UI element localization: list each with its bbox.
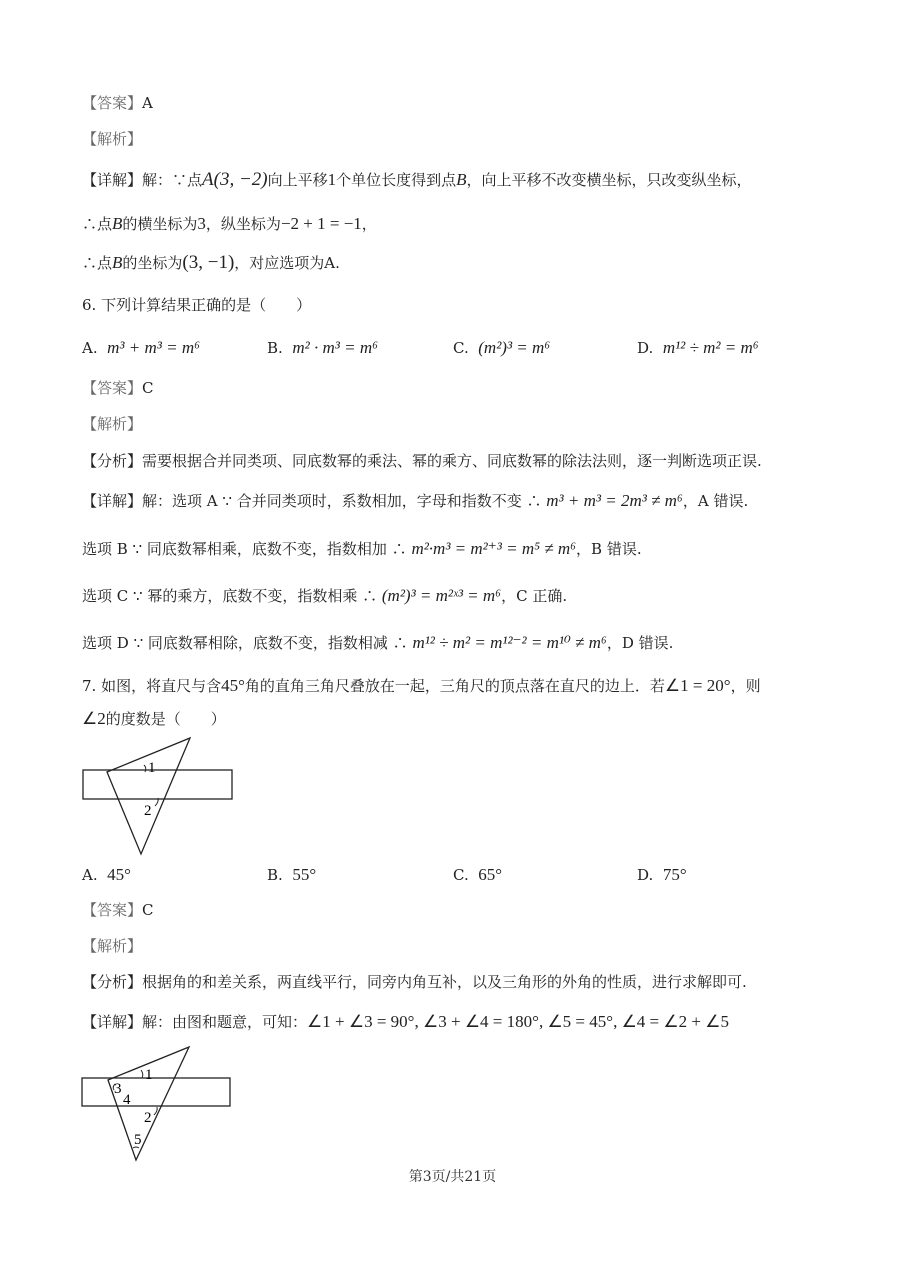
option-label: B. [267, 339, 283, 357]
number: 3 [197, 214, 206, 233]
analysis-text: 需要根据合并同类项、同底数幂的乘法、幂的乘方、同底数幂的除法法则，逐一判断选项正误. [142, 452, 762, 470]
q5-answer-line [82, 92, 153, 114]
analysis-tag: 【分析】 [82, 973, 143, 991]
text: 解：由图和题意，可知： [142, 1013, 308, 1031]
q6-detail-d [82, 632, 673, 654]
text: 角的直角三角尺叠放在一起，三角尺的顶点落在直尺的边上．若 [244, 677, 665, 695]
text: ，B 错误. [576, 540, 642, 558]
option-expression: m² · m³ = m⁶ [292, 338, 378, 357]
detail-tag: 【详解】 [82, 492, 143, 510]
angle-label-2: 2 [144, 803, 152, 819]
q7-option-c [453, 864, 502, 886]
angle-arc [144, 765, 146, 772]
angle-arc [154, 1107, 157, 1115]
q7-analysis-tag: 【解析】 [82, 937, 143, 955]
option-label: D. [637, 339, 654, 357]
option-expression: (m²)³ = m⁶ [478, 338, 551, 357]
q6-option-b [267, 337, 378, 359]
q6-detail-b [82, 538, 642, 560]
text: 选项 D ∵ 同底数幂相除，底数不变，指数相减 ∴ [82, 634, 408, 652]
point-label: B [112, 253, 123, 272]
option-label: C. [453, 866, 469, 884]
option-expression: m³ + m³ = m⁶ [107, 338, 201, 357]
detail-tag: 【详解】 [82, 171, 143, 189]
q5-detail-line-1 [82, 169, 752, 191]
q7-detail-line [82, 1011, 729, 1033]
text: 个单位长度得到点 [336, 171, 457, 189]
text: ， [361, 215, 377, 233]
option-label: A. [82, 339, 98, 357]
math-expression: m¹² ÷ m² = m¹²⁻² = m¹⁰ ≠ m⁶ [412, 633, 607, 652]
math-expression: A(3, −2) [202, 169, 268, 190]
ruler-triangle-figure-labeled [78, 1040, 238, 1165]
point-label: B [112, 214, 123, 233]
angle-value: 45° [221, 676, 245, 695]
q7-option-a [82, 864, 131, 886]
angle-label-1: 1 [145, 1067, 153, 1083]
math-expression: −2 + 1 = −1 [280, 214, 362, 233]
option-value: 75° [662, 865, 687, 884]
q7-option-b [267, 864, 316, 886]
point-label: B [456, 170, 467, 189]
analysis-tag: 【分析】 [82, 452, 143, 470]
q6-option-d [637, 337, 759, 359]
page-footer: 第3页/共21页 [408, 1169, 497, 1185]
text: 解：选项 A ∵ 合并同类项时，系数相加，字母和指数不变 ∴ [142, 492, 542, 510]
option-label: B. [267, 866, 283, 884]
answer-value: C [142, 901, 154, 919]
text: 7. 如图，将直尺与含 [82, 677, 222, 695]
text: 选项 C ∵ 幂的乘方，底数不变，指数相乘 ∴ [82, 587, 378, 605]
q6-analysis-line [82, 450, 762, 472]
q7-stem-line-1 [82, 675, 761, 697]
q6-analysis-tag: 【解析】 [82, 415, 143, 433]
answer-tag: 【答案】 [82, 901, 143, 919]
q7-stem-line-2 [82, 708, 226, 730]
text: ，向上平移不改变横坐标，只改变纵坐标， [466, 171, 752, 189]
math-expression: m³ + m³ = 2m³ ≠ m⁶ [546, 491, 683, 510]
q7-analysis-line [82, 971, 747, 993]
option-label: C. [453, 339, 469, 357]
ruler-triangle-figure [78, 730, 238, 860]
ruler-rect [83, 770, 232, 799]
text: ，则 [730, 677, 761, 695]
angle-arc [141, 1070, 143, 1078]
answer-value: A [142, 94, 153, 112]
text: ，D 错误. [606, 634, 674, 652]
answer-tag: 【答案】 [82, 379, 143, 397]
text: ，C 正确. [501, 587, 568, 605]
q6-detail-c [82, 585, 567, 607]
angle-label-3: 3 [114, 1081, 122, 1097]
q5-detail-line-3 [82, 252, 340, 274]
math-expression: m²·m³ = m²⁺³ = m⁵ ≠ m⁶ [411, 539, 577, 558]
q6-answer-line [82, 377, 154, 399]
text: 向上平移 [267, 171, 328, 189]
text: 的横坐标为 [122, 215, 198, 233]
math-expression: ∠1 + ∠3 = 90°, ∠3 + ∠4 = 180°, ∠5 = 45°, ∠4 = ∠2 + ∠5 [307, 1012, 729, 1031]
triangle [107, 738, 190, 854]
answer-tag: 【答案】 [82, 94, 143, 112]
analysis-text: 根据角的和差关系，两直线平行，同旁内角互补，以及三角形的外角的性质，进行求解即可. [142, 973, 747, 991]
angle-label: ∠2 [82, 709, 106, 728]
ruler-rect [82, 1078, 230, 1106]
detail-tag: 【详解】 [82, 1013, 143, 1031]
q5-detail-line-2 [82, 213, 377, 235]
option-value: 55° [292, 865, 317, 884]
option-value: 65° [478, 865, 503, 884]
q6-option-a [82, 337, 200, 359]
option-label: D. [637, 866, 654, 884]
math-expression: (m²)³ = m²ˣ³ = m⁶ [381, 586, 502, 605]
text: 的坐标为 [122, 254, 183, 272]
number: 1 [327, 170, 337, 189]
q7-answer-line [82, 899, 154, 921]
text: ∴点 [82, 215, 113, 233]
text: 的度数是（ ） [105, 710, 226, 728]
option-label: A. [82, 866, 98, 884]
math-expression: ∠1 = 20° [664, 676, 731, 695]
option-expression: m¹² ÷ m² = m⁶ [662, 338, 759, 357]
angle-label-1: 1 [148, 760, 156, 776]
text: 解：∵点 [142, 171, 203, 189]
angle-label-4: 4 [123, 1092, 131, 1108]
text: ∴点 [82, 254, 113, 272]
q6-detail-a [82, 490, 748, 512]
text: ，对应选项为A. [234, 254, 340, 272]
text: 选项 B ∵ 同底数幂相乘，底数不变，指数相加 ∴ [82, 540, 407, 558]
math-expression: (3, −1) [182, 252, 235, 273]
option-value: 45° [107, 865, 131, 884]
text: ，A 错误. [682, 492, 749, 510]
text: ，纵坐标为 [205, 215, 281, 233]
q7-option-d [637, 864, 687, 886]
q6-stem: 6. 下列计算结果正确的是（ ） [82, 296, 312, 314]
angle-label-5: 5 [134, 1132, 142, 1148]
q5-analysis-tag: 【解析】 [82, 130, 143, 148]
angle-label-2: 2 [144, 1110, 152, 1126]
triangle [108, 1047, 189, 1160]
answer-value: C [142, 379, 154, 397]
q6-option-c [453, 337, 550, 359]
